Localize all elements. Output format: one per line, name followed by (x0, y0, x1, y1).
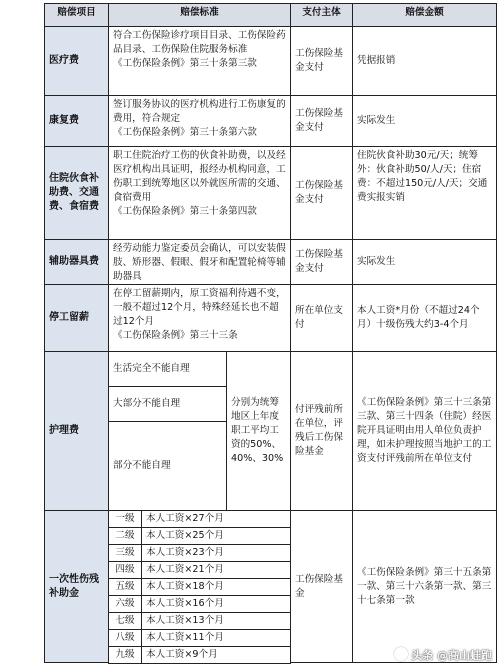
row-suspension-payer: 所在单位支付 (290, 284, 353, 352)
row-nursing-amount: 《工伤保险条例》第三十三条第三款、第三十四条（住院）经医院开具证明由用人单位负责护理，如未护理按照当地护工的工资支付评残前所在单位支付 (352, 351, 497, 511)
lump-grade-amount: 本人工资×11个月 (141, 629, 291, 647)
row-nursing-item: 护理费 (44, 351, 109, 511)
header-standard: 赔偿标准 (108, 3, 291, 27)
lump-grade-amount: 本人工资×16个月 (141, 595, 291, 613)
row-medical-amount: 凭据报销 (352, 26, 497, 96)
lump-grade-level: 一级 (108, 510, 142, 528)
row-medical-standard: 符合工伤保险诊疗项目目录、工伤保险药品目录、工伤保险住院服务标准 《工伤保险条例》第三十条第三款 (108, 26, 291, 96)
nursing-level-2: 大部分不能自理 (108, 386, 227, 422)
row-medical-item: 医疗费 (44, 26, 109, 96)
row-rehab-payer: 工伤保险基金支付 (290, 95, 353, 147)
row-devices-item: 辅助器具费 (44, 239, 109, 285)
row-medical-payer: 工伤保险基金支付 (290, 26, 353, 96)
header-amount: 赔偿金额 (352, 3, 497, 27)
row-suspension-standard: 在停工留薪期内，原工资福利待遇不变，一般不超过12个月，特殊经延长也不超过12个月 《工伤保险条例》第三十三条 (108, 284, 291, 352)
lump-grade-level: 六级 (108, 595, 142, 613)
row-meals-payer: 工伤保险基金支付 (290, 146, 353, 240)
lump-grade-amount: 本人工资×23个月 (141, 544, 291, 562)
watermark-text: 头条 @高山蛙跑 (411, 649, 492, 662)
row-lump-amount: 《工伤保险条例》第三十五条第一款、第三十六条第一款、第三十七条第一款 (352, 510, 497, 663)
lump-grade-amount: 本人工资×27个月 (141, 510, 291, 528)
lump-grade-level: 三级 (108, 544, 142, 562)
row-rehab-item: 康复费 (44, 95, 109, 147)
lump-grade-level: 二级 (108, 527, 142, 545)
lump-grade-level: 七级 (108, 612, 142, 630)
lump-grade-amount: 本人工资×21个月 (141, 561, 291, 579)
row-devices-payer: 工伤保险基金支付 (290, 239, 353, 285)
row-rehab-standard: 签订服务协议的医疗机构进行工伤康复的费用，符合规定 《工伤保险条例》第三十条第六款 (108, 95, 291, 147)
row-lump-payer: 工伤保险基金 (290, 510, 353, 663)
lump-grade-amount: 本人工资×18个月 (141, 578, 291, 596)
nursing-level-3: 部分不能自理 (108, 421, 227, 511)
row-lump-item: 一次性伤残补助金 (44, 510, 109, 663)
row-meals-standard: 职工住院治疗工伤的伙食补助费，以及经医疗机构出具证明，报经办机构同意，工伤职工到统筹地区以外就医所需的交通、食宿费用 《工伤保险条例》第三十条第四款 (108, 146, 291, 240)
header-item: 赔偿项目 (44, 3, 109, 27)
lump-grade-amount: 本人工资×25个月 (141, 527, 291, 545)
compensation-table (44, 3, 497, 663)
lump-grade-amount: 本人工资×9个月 (141, 646, 291, 664)
row-devices-standard: 经劳动能力鉴定委员会确认，可以安装假肢、矫形器、假眼、假牙和配置轮椅等辅助器具 (108, 239, 291, 285)
watermark (394, 647, 492, 663)
row-devices-amount: 实际发生 (352, 239, 497, 285)
lump-grade-level: 五级 (108, 578, 142, 596)
row-nursing-payer: 付评残前所在单位，评残后工伤保险基金 (290, 351, 353, 511)
camera-icon (394, 647, 408, 661)
row-meals-item: 住院伙食补助费、交通费、食宿费 (44, 146, 109, 240)
row-suspension-item: 停工留薪 (44, 284, 109, 352)
row-suspension-amount: 本人工资*月份（不超过24个月）十级伤残大约3-4个月 (352, 284, 497, 352)
lump-grade-level: 八级 (108, 629, 142, 647)
lump-grade-level: 四级 (108, 561, 142, 579)
row-meals-amount: 住院伙食补助30元/天；统筹外：伙食补助50/人/天；住宿费：不超过150元/人/天；交通费实报实销 (352, 146, 497, 240)
nursing-level-1: 生活完全不能自理 (108, 351, 227, 387)
nursing-ratio: 分别为统筹地区上年度职工平均工资的50%、40%、30% (226, 351, 291, 511)
header-payer: 支付主体 (290, 3, 353, 27)
lump-grade-amount: 本人工资×13个月 (141, 612, 291, 630)
row-rehab-amount: 实际发生 (352, 95, 497, 147)
lump-grade-level: 九级 (108, 646, 142, 664)
